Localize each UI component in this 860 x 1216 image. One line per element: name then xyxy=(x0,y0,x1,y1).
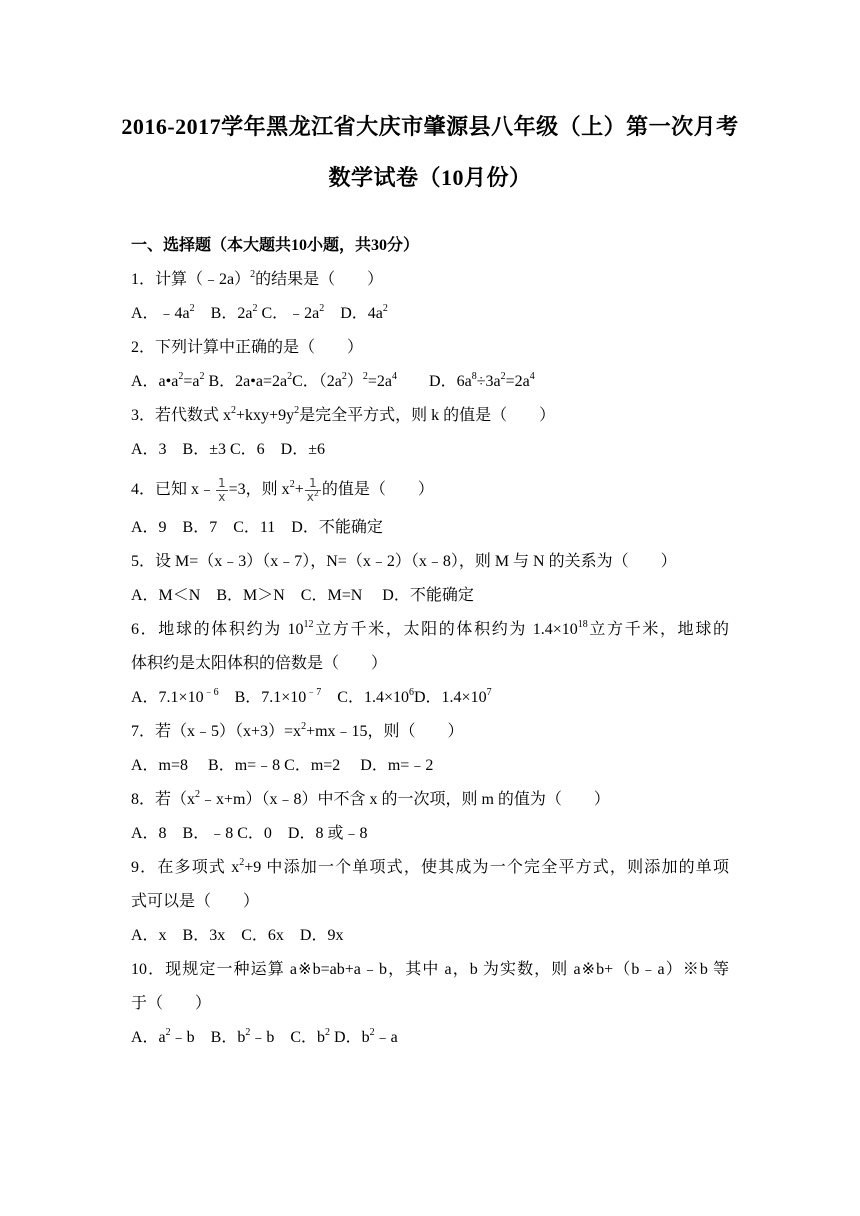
question-2-options: A．$a•a^2=a^2$ B．$2a•a=2a^2C$．$(2a^2)^2=2a^4$ D．$6a^8\div 3a^2=2a^4$ xyxy=(131,371,535,390)
question-5-options: A．M＜N B．M＞N C．M=N D．不能确定 xyxy=(131,587,474,604)
question-8: 8．若$(x^2﹣x+m)(x﹣8)$中不含 x 的一次项，则 m 的值为（ ） xyxy=(131,789,610,808)
question-9-options: A．x B．3x C．6x D．9x xyxy=(131,927,344,944)
question-1-options: A．$﹣4a^2$ B．$2a^2$ C．$﹣2a^2$ D．$4a^2$ xyxy=(131,303,388,322)
question-6-options: A．$7.1\times 10^{﹣6}$ B．$7.1\times 10^{﹣7}$ C．$1.4\times 10^6D$．$1.4\times 10^7$ xyxy=(131,687,492,706)
question-4-options: A．9 B．7 C．11 D．不能确定 xyxy=(131,519,383,536)
fraction-one-over-x: $\frac{1}{x}$ xyxy=(218,476,226,504)
question-5: 5．设 M=（x﹣3）（x﹣7），N=（x﹣2）（x﹣8），则 M 与 N 的关系为（ ） xyxy=(131,553,677,570)
question-3: 3．若代数式 $x^2+kxy+9y^2$是完全平方式，则 k 的值是（ ） xyxy=(131,405,556,424)
question-10-line1: 10．现规定一种运算 a※b=ab+a﹣b，其中 a，b 为实数，则 a※b+（b﹣a）※b 等 xyxy=(131,961,729,978)
question-10-options: A．$a^2﹣b$ B．$b^2﹣b$ C．$b^2$ D．$b^2﹣a$ xyxy=(131,1027,398,1046)
question-3-options: A．3 B．±3 C．6 D．±6 xyxy=(131,441,326,458)
question-8-options: A．8 B．﹣8 C．0 D．8 或﹣8 xyxy=(131,825,368,842)
question-2: 2．下列计算中正确的是（ ） xyxy=(131,339,364,356)
question-9-line2: 式可以是（ ） xyxy=(131,893,260,910)
exam-title-line1: 2016-2017学年黑龙江省大庆市肇源县八年级（上）第一次月考 xyxy=(121,114,739,139)
exam-title-line2: 数学试卷（10月份） xyxy=(328,165,532,190)
question-7-options: A．m=8 B．m=﹣8 C．m=2 D．m=﹣2 xyxy=(131,757,434,774)
fraction-one-over-x-squared: $\frac{1}{x^2}$ xyxy=(306,476,319,504)
question-10-line2: 于（ ） xyxy=(131,995,212,1012)
question-4: 4．已知 x﹣ $\frac{1}{x}$ =3，则 $x^2+$ $\frac{1}{x^2}$ 的值是（ ） xyxy=(131,476,434,504)
section-heading: 一、选择题（本大题共10小题，共30分） xyxy=(131,237,420,254)
question-7: 7．若$(x﹣5)(x+3)=x^2+mx﹣15$，则（ ） xyxy=(131,721,464,740)
question-6-line1: 6．地球的体积约为 $10^{12}$立方千米，太阳的体积约为 $1.4\times 10^{18}$立方千米，地球的 xyxy=(131,619,729,638)
question-6-line2: 体积约是太阳体积的倍数是（ ） xyxy=(131,655,388,672)
question-1: 1．计算（﹣2a）$^2$的结果是（ ） xyxy=(131,269,384,288)
question-9-line1: 9．在多项式 $x^2+9$ 中添加一个单项式，使其成为一个完全平方式，则添加的单项 xyxy=(131,857,729,876)
